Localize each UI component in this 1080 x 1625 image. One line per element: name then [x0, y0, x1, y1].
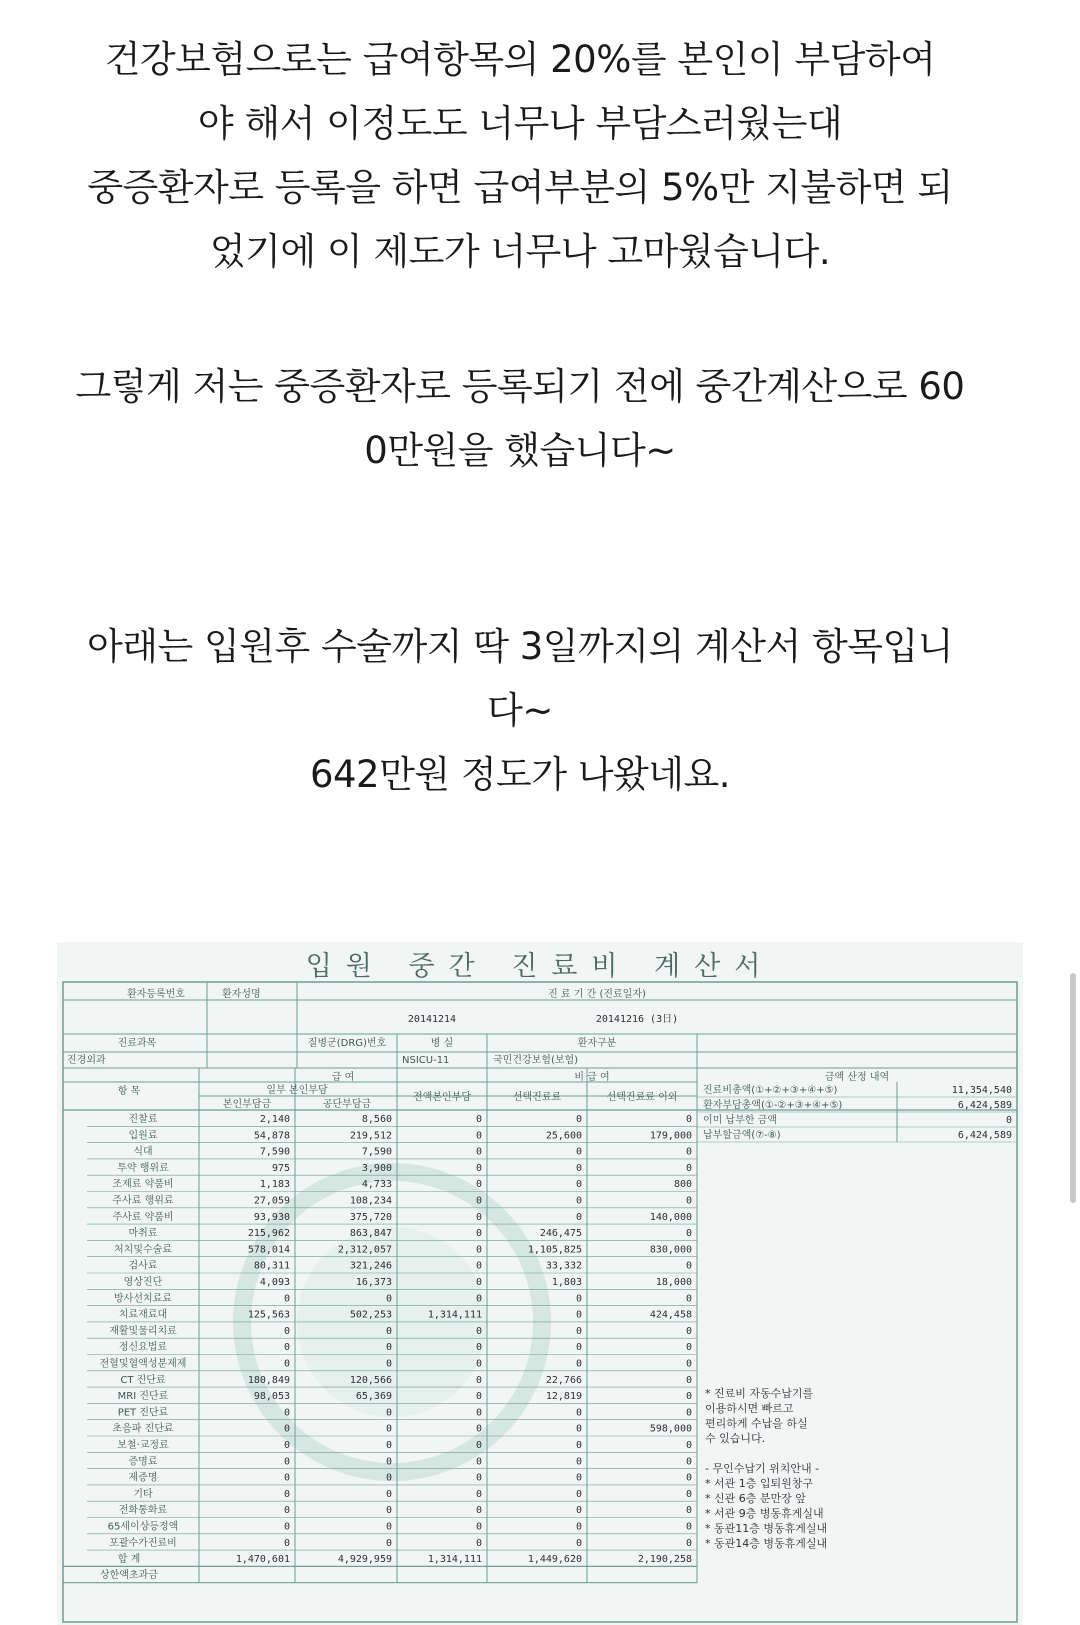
column-header: 공단부담금 [322, 1099, 372, 1110]
paragraph-line: 아래는 입원후 수술까지 딱 3일까지의 계산서 항목입니 [87, 625, 953, 668]
row-value: 108,234 [349, 1195, 392, 1207]
row-value: 0 [475, 1211, 482, 1223]
row-value: 0 [475, 1114, 482, 1125]
payment-note: * 진료비 자동수납기를 [705, 1387, 814, 1400]
row-value: 0 [685, 1260, 692, 1272]
row-value: 424,458 [649, 1309, 692, 1321]
row-value: 0 [475, 1293, 482, 1305]
totals-label: 상한액초과금 [100, 1570, 158, 1582]
row-value: 0 [685, 1391, 692, 1403]
scrollbar-thumb[interactable] [1070, 973, 1076, 1203]
row-value: 0 [685, 1325, 692, 1337]
department: 진경외과 [67, 1055, 106, 1066]
row-value: 0 [575, 1114, 582, 1125]
header-label: 질병군(DRG)번호 [307, 1038, 387, 1049]
row-value: 0 [685, 1195, 692, 1207]
row-label: MRI 진단료 [117, 1391, 169, 1403]
row-value: 0 [685, 1358, 692, 1370]
summary-label: 이미 납부한 금액 [703, 1115, 777, 1126]
row-label: 포괄수가진료비 [109, 1537, 177, 1549]
totals-label: 합 계 [117, 1554, 141, 1566]
row-label: 투약 행위료 [117, 1162, 169, 1174]
row-value: 246,475 [539, 1228, 582, 1240]
row-value: 0 [283, 1521, 290, 1533]
totals-value: 1,449,620 [527, 1554, 582, 1566]
row-value: 7,590 [259, 1146, 290, 1158]
row-value: 0 [685, 1537, 692, 1549]
row-value: 0 [685, 1293, 692, 1305]
row-value: 0 [685, 1440, 692, 1451]
payment-note: 수 있습니다. [705, 1432, 766, 1445]
row-value: 0 [475, 1440, 482, 1451]
payment-note: * 신관 6층 분만장 앞 [705, 1492, 806, 1505]
row-value: 0 [385, 1440, 392, 1451]
row-value: 0 [475, 1130, 482, 1142]
paragraph-line: 중증환자로 등록을 하면 급여부분의 5%만 지불하면 되 [87, 166, 953, 209]
row-value: 0 [475, 1537, 482, 1549]
header-label: 병 실 [430, 1038, 454, 1049]
row-value: 0 [283, 1325, 290, 1337]
summary-label: 납부할금액(⑦-⑧) [703, 1130, 781, 1141]
row-value: 0 [475, 1521, 482, 1533]
row-value: 3,900 [361, 1162, 392, 1174]
row-value: 0 [685, 1456, 692, 1468]
row-value: 0 [685, 1342, 692, 1354]
row-value: 830,000 [649, 1244, 692, 1256]
row-value: 0 [385, 1325, 392, 1337]
column-header: 선택진료료 [512, 1092, 562, 1103]
row-value: 0 [575, 1521, 582, 1533]
row-label: CT 진단료 [120, 1374, 166, 1386]
row-value: 8,560 [361, 1114, 392, 1125]
row-label: 보철·교정료 [117, 1440, 169, 1451]
payment-note: * 동관11층 병동휴게실내 [705, 1522, 828, 1535]
row-value: 0 [475, 1244, 482, 1256]
row-value: 375,720 [349, 1211, 392, 1223]
row-value: 0 [575, 1472, 582, 1484]
header-label: 환자등록번호 [127, 989, 185, 1000]
row-value: 93,930 [253, 1211, 290, 1223]
row-value: 0 [575, 1505, 582, 1517]
row-value: 0 [283, 1342, 290, 1354]
totals-value: 2,190,258 [637, 1554, 692, 1566]
row-value: 179,000 [649, 1130, 692, 1142]
row-value: 0 [283, 1407, 290, 1419]
row-value: 0 [283, 1358, 290, 1370]
ward: NSICU-11 [402, 1055, 450, 1066]
row-value: 800 [673, 1179, 692, 1191]
row-label: 식대 [133, 1146, 153, 1158]
row-label: 영상진단 [123, 1277, 163, 1288]
row-value: 321,246 [349, 1260, 392, 1272]
row-value: 0 [283, 1505, 290, 1517]
row-value: 0 [475, 1358, 482, 1370]
row-label: 전혈및혈액성분제제 [99, 1358, 187, 1370]
row-label: 전화통화료 [118, 1505, 168, 1517]
row-value: 0 [385, 1293, 392, 1305]
row-value: 2,140 [259, 1114, 290, 1125]
row-value: 25,600 [545, 1130, 582, 1142]
row-value: 1,183 [259, 1179, 290, 1191]
summary-value: 6,424,589 [957, 1100, 1012, 1111]
header-label: 환자구분 [577, 1038, 617, 1049]
row-value: 0 [283, 1440, 290, 1451]
row-label: 검사료 [128, 1260, 158, 1272]
row-value: 98,053 [253, 1391, 290, 1403]
row-value: 0 [475, 1391, 482, 1403]
row-value: 0 [475, 1162, 482, 1174]
header-label: 진 료 기 간 (진료일자) [548, 989, 646, 1000]
row-value: 4,733 [361, 1179, 392, 1191]
row-value: 120,566 [349, 1374, 392, 1386]
paragraph-line: 642만원 정도가 나왔네요. [309, 753, 731, 796]
row-label: 정신요법료 [118, 1342, 168, 1354]
totals-value: 4,929,959 [337, 1554, 392, 1566]
payment-note: 편리하게 수납을 하실 [705, 1417, 808, 1430]
payment-note: * 서관 1층 입퇴원창구 [705, 1477, 813, 1490]
row-value: 0 [575, 1358, 582, 1370]
row-value: 0 [685, 1521, 692, 1533]
column-header: 급 여 [331, 1072, 355, 1083]
row-value: 0 [575, 1325, 582, 1337]
row-value: 578,014 [247, 1244, 290, 1256]
receipt-image[interactable] [57, 942, 1023, 1625]
row-value: 598,000 [649, 1423, 692, 1435]
row-value: 215,962 [247, 1228, 290, 1240]
row-value: 0 [575, 1309, 582, 1321]
column-header: 일부 본인부담 [266, 1085, 328, 1096]
row-value: 975 [271, 1162, 290, 1174]
row-value: 1,105,825 [527, 1244, 582, 1256]
row-value: 0 [475, 1179, 482, 1191]
row-value: 0 [575, 1146, 582, 1158]
row-label: 방사선치료료 [114, 1293, 172, 1305]
row-value: 4,093 [259, 1277, 290, 1288]
row-value: 219,512 [349, 1130, 392, 1142]
row-value: 0 [475, 1325, 482, 1337]
row-label: 기타 [133, 1488, 153, 1500]
row-value: 1,803 [551, 1277, 582, 1288]
row-value: 0 [475, 1488, 482, 1500]
row-value: 0 [575, 1179, 582, 1191]
totals-value: 1,470,601 [235, 1554, 290, 1566]
row-value: 1,314,111 [427, 1309, 482, 1321]
row-value: 0 [685, 1162, 692, 1174]
row-label: 65세이상등정액 [107, 1521, 179, 1533]
paragraph-line: 야 해서 이정도도 너무나 부담스러웠는대 [197, 102, 843, 145]
row-value: 54,878 [253, 1130, 290, 1142]
row-value: 0 [475, 1228, 482, 1240]
row-value: 0 [575, 1407, 582, 1419]
summary-value: 6,424,589 [957, 1130, 1012, 1141]
column-header: 비 급 여 [574, 1072, 610, 1083]
paragraph-line: 0만원을 했습니다~ [364, 429, 676, 472]
paragraph-line: 었기에 이 제도가 너무나 고마웠습니다. [209, 230, 831, 273]
row-value: 0 [283, 1472, 290, 1484]
payment-note: * 서관 9층 병동휴게실내 [705, 1507, 824, 1520]
row-value: 0 [475, 1277, 482, 1288]
row-value: 180,849 [247, 1374, 290, 1386]
paragraph-insurance [40, 28, 1000, 284]
row-value: 0 [385, 1537, 392, 1549]
row-value: 0 [475, 1423, 482, 1435]
payment-note: * 동관14층 병동휴게실내 [705, 1537, 828, 1550]
column-header: 금액 산정 내역 [824, 1072, 890, 1083]
row-value: 0 [685, 1114, 692, 1125]
row-value: 0 [385, 1358, 392, 1370]
row-value: 0 [475, 1195, 482, 1207]
row-label: 제증명 [128, 1472, 158, 1484]
row-label: 치료재료대 [118, 1309, 168, 1321]
summary-label: 진료비총액(①+②+③+④+⑤) [703, 1085, 838, 1096]
row-value: 0 [685, 1488, 692, 1500]
row-value: 0 [475, 1342, 482, 1354]
row-value: 2,312,057 [337, 1244, 392, 1256]
row-value: 0 [283, 1423, 290, 1435]
row-value: 0 [385, 1472, 392, 1484]
row-value: 0 [385, 1488, 392, 1500]
column-header: 본인부담금 [222, 1099, 272, 1110]
row-value: 0 [575, 1537, 582, 1549]
row-value: 0 [475, 1260, 482, 1272]
row-value: 80,311 [253, 1260, 290, 1272]
row-value: 16,373 [355, 1277, 392, 1288]
row-value: 0 [385, 1407, 392, 1419]
row-value: 125,563 [247, 1309, 290, 1321]
header-label: 진료과목 [117, 1038, 157, 1049]
row-value: 863,847 [349, 1228, 392, 1240]
row-value: 0 [685, 1505, 692, 1517]
row-label: 증명료 [128, 1456, 158, 1468]
row-value: 0 [685, 1407, 692, 1419]
row-value: 0 [575, 1488, 582, 1500]
row-label: 주사료 약품비 [112, 1211, 174, 1223]
row-value: 0 [575, 1423, 582, 1435]
row-value: 0 [685, 1374, 692, 1386]
row-value: 33,332 [545, 1260, 582, 1272]
row-value: 0 [575, 1293, 582, 1305]
period-end: 20141216 (3日) [595, 1014, 679, 1025]
row-value: 0 [475, 1472, 482, 1484]
row-label: 주사료 행위료 [112, 1195, 174, 1207]
row-label: 처치및수술료 [114, 1244, 172, 1256]
paragraph-line: 그렇게 저는 중증환자로 등록되기 전에 중간계산으로 60 [75, 365, 965, 408]
payment-note: 이용하시면 빠르고 [705, 1402, 794, 1415]
row-value: 0 [475, 1407, 482, 1419]
paragraph-line: 다~ [487, 689, 553, 732]
row-value: 0 [283, 1537, 290, 1549]
receipt-title: 입원 중간 진료비 계산서 [305, 951, 775, 982]
row-value: 65,369 [355, 1391, 392, 1403]
row-value: 12,819 [545, 1391, 582, 1403]
row-value: 0 [475, 1146, 482, 1158]
row-value: 0 [385, 1505, 392, 1517]
row-value: 502,253 [349, 1309, 392, 1321]
row-value: 0 [575, 1195, 582, 1207]
row-value: 27,059 [253, 1195, 290, 1207]
header-label: 환자성명 [222, 989, 261, 1000]
column-header: 선택진료료 이외 [606, 1092, 678, 1103]
summary-value: 0 [1005, 1115, 1012, 1126]
summary-value: 11,354,540 [951, 1085, 1012, 1096]
row-label: 진찰료 [128, 1114, 158, 1125]
row-value: 140,000 [649, 1211, 692, 1223]
row-value: 0 [283, 1488, 290, 1500]
row-label: PET 진단료 [117, 1407, 169, 1419]
row-value: 0 [475, 1456, 482, 1468]
row-value: 0 [475, 1505, 482, 1517]
row-value: 18,000 [655, 1277, 692, 1288]
row-value: 0 [385, 1423, 392, 1435]
row-value: 0 [685, 1472, 692, 1484]
paragraph-bill-intro [40, 615, 1000, 807]
row-label: 초음파 진단료 [112, 1423, 174, 1435]
patient-type: 국민건강보험(보험) [493, 1055, 579, 1066]
paragraph-line: 건강보험으로는 급여항목의 20%를 본인이 부담하여 [104, 38, 936, 81]
row-label: 마취료 [128, 1228, 158, 1240]
row-value: 0 [575, 1440, 582, 1451]
row-value: 0 [385, 1342, 392, 1354]
row-value: 0 [575, 1342, 582, 1354]
payment-note: - 무인수납기 위치안내 - [705, 1462, 820, 1475]
row-value: 0 [283, 1293, 290, 1305]
column-header: 항 목 [117, 1086, 141, 1097]
row-value: 0 [685, 1146, 692, 1158]
receipt-table [57, 942, 1023, 1625]
row-value: 0 [685, 1228, 692, 1240]
summary-label: 환자부담총액(①-②+③+④+⑤) [703, 1100, 843, 1111]
row-value: 0 [385, 1456, 392, 1468]
row-value: 0 [575, 1162, 582, 1174]
row-value: 22,766 [545, 1374, 582, 1386]
row-label: 조제료 약품비 [112, 1179, 174, 1191]
row-value: 0 [385, 1521, 392, 1533]
paragraph-interim-payment [40, 355, 1000, 483]
column-header: 전액본인부담 [413, 1092, 471, 1103]
period-start: 20141214 [407, 1014, 457, 1025]
row-label: 입원료 [128, 1130, 158, 1142]
row-label: 재활및물리치료 [109, 1325, 177, 1337]
row-value: 0 [283, 1456, 290, 1468]
totals-value: 1,314,111 [427, 1554, 482, 1566]
row-value: 0 [475, 1374, 482, 1386]
row-value: 0 [575, 1456, 582, 1468]
row-value: 0 [575, 1211, 582, 1223]
row-value: 7,590 [361, 1146, 392, 1158]
